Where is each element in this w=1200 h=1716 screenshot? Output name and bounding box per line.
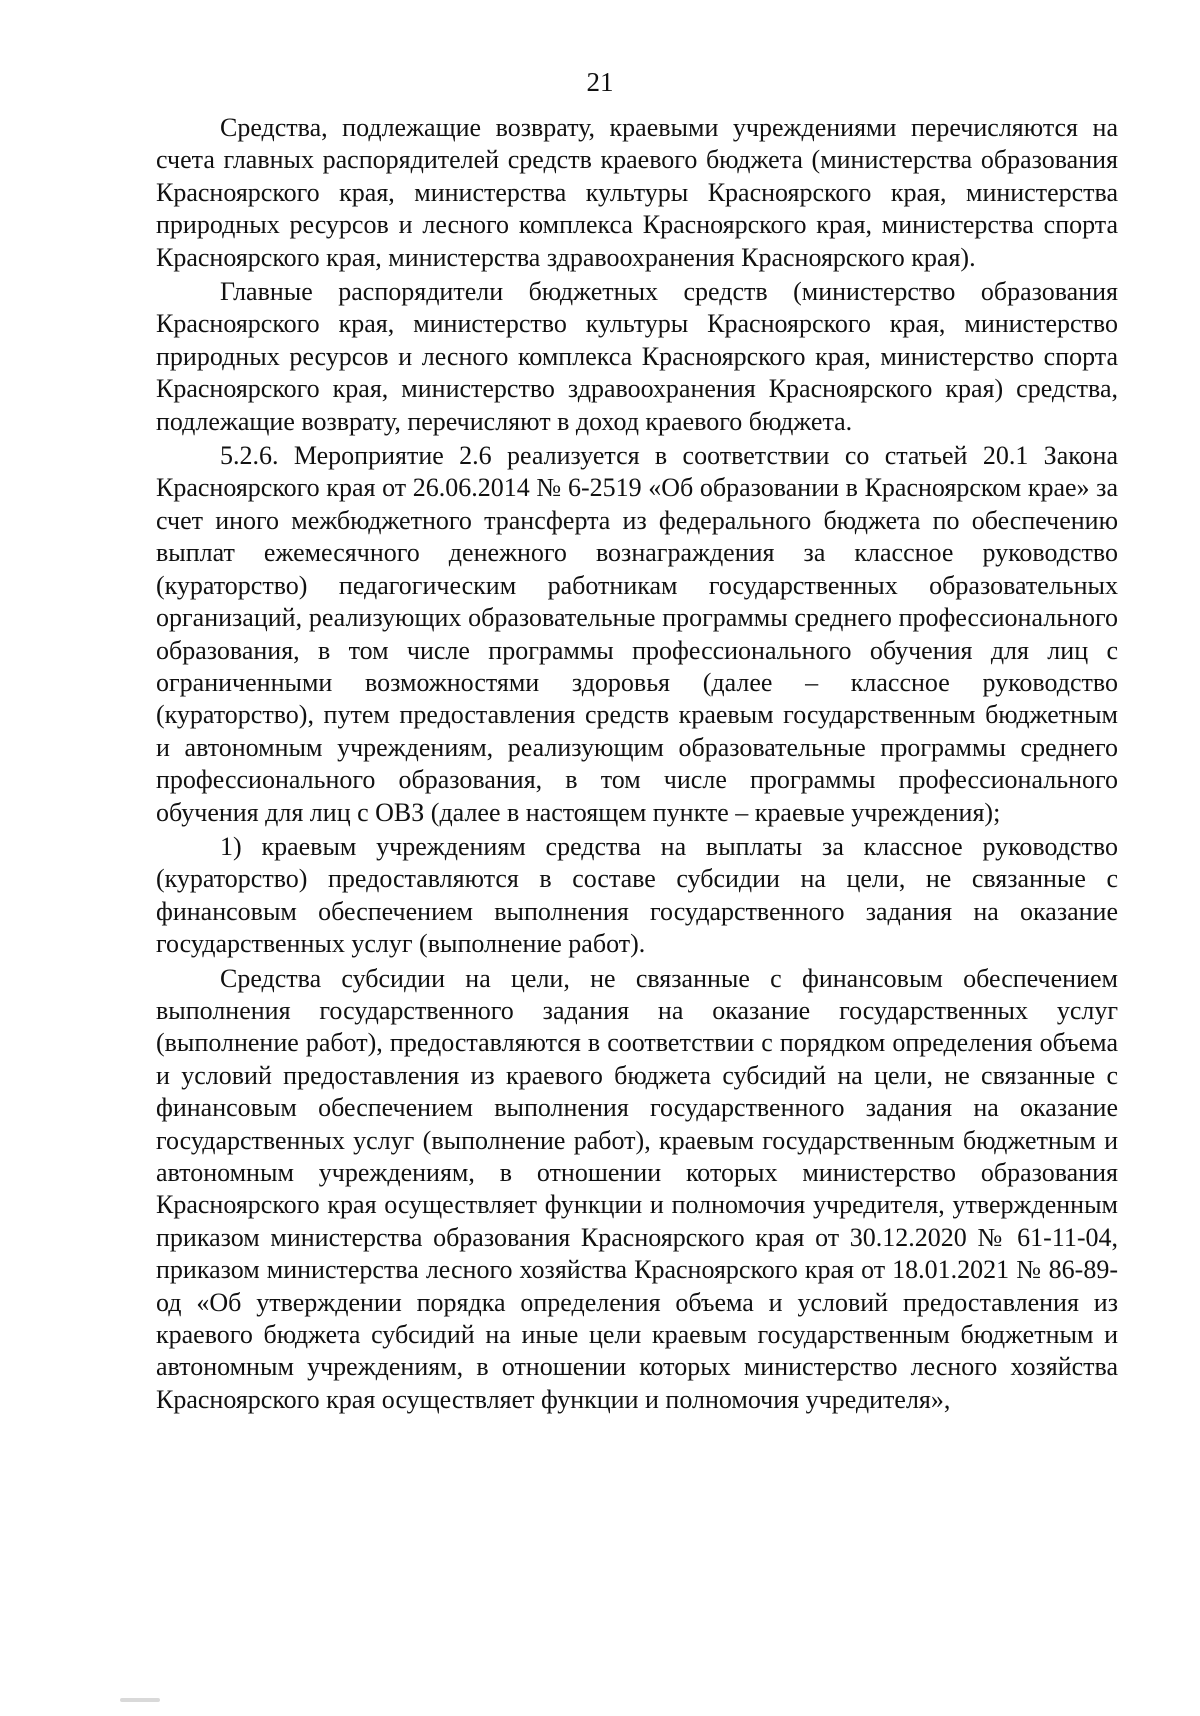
paragraph-item-1: 1) краевым учреждениям средства на выплаты за классное руководство (кураторство) предоставляются в составе субсидии на цели, не связанные с финансовым обеспечением выполнения государственного задания на оказание государственных услуг (выполнение работ). (156, 831, 1118, 959)
paragraph-subsidy-procedure: Средства субсидии на цели, не связанные с финансовым обеспечением выполнения государственного задания на оказание государственных услуг (выполнение работ), предоставляются в соответствии с порядком определения объема и условий предоставления из краевого бюджета субсидий на цели, не связанные с финансовым обеспечением выполнения государственного задания на оказание государственных услуг (выполнение работ), краевым государственным бюджетным и автономным учреждениям, в отношении которых министерство образования Красноярского края осуществляет функции и полномочия учредителя, утвержденным приказом министерства образования Красноярского края от 30.12.2020 № 61-11-04, приказом министерства лесного хозяйства Красноярского края от 18.01.2021 № 86-89-од «Об утверждении порядка определения объема и условий предоставления из краевого бюджета субсидий на иные цели краевым государственным бюджетным и автономным учреждениям, в отношении которых министерство лесного хозяйства Красноярского края осуществляет функции и полномочия учредителя», (156, 963, 1118, 1414)
document-body (156, 112, 1118, 1416)
paragraph-measure-2-6: 5.2.6. Мероприятие 2.6 реализуется в соответствии со статьей 20.1 Закона Красноярского края от 26.06.2014 № 6-2519 «Об образовании в Красноярском крае» за счет иного межбюджетного трансферта из федерального бюджета по обеспечению выплат ежемесячного денежного вознаграждения за классное руководство (кураторство) педагогическим работникам государственных образовательных организаций, реализующих образовательные программы среднего профессионального образования, в том числе программы профессионального обучения для лиц с ограниченными возможностями здоровья (далее – классное руководство (кураторство), путем предоставления средств краевым государственным бюджетным и автономным учреждениям, реализующим образовательные программы среднего профессионального образования, в том числе программы профессионального обучения для лиц с ОВЗ (далее в настоящем пункте – краевые учреждения); (156, 441, 1118, 827)
paragraph-return-of-funds: Средства, подлежащие возврату, краевыми учреждениями перечисляются на счета главных распорядителей средств краевого бюджета (министерства образования Красноярского края, министерства культуры Красноярского края, министерства природных ресурсов и лесного комплекса Красноярского края, министерства спорта Красноярского края, министерства здравоохранения Красноярского края). (156, 113, 1118, 272)
scan-artifact (120, 1698, 160, 1702)
paragraph-main-budget-managers: Главные распорядители бюджетных средств (министерство образования Красноярского края, министерство культуры Красноярского края, министерство природных ресурсов и лесного комплекса Красноярского края, министерство спорта Красноярского края, министерство здравоохранения Красноярского края) средства, подлежащие возврату, перечисляют в доход краевого бюджета. (156, 277, 1118, 436)
page-number: 21 (586, 67, 614, 97)
